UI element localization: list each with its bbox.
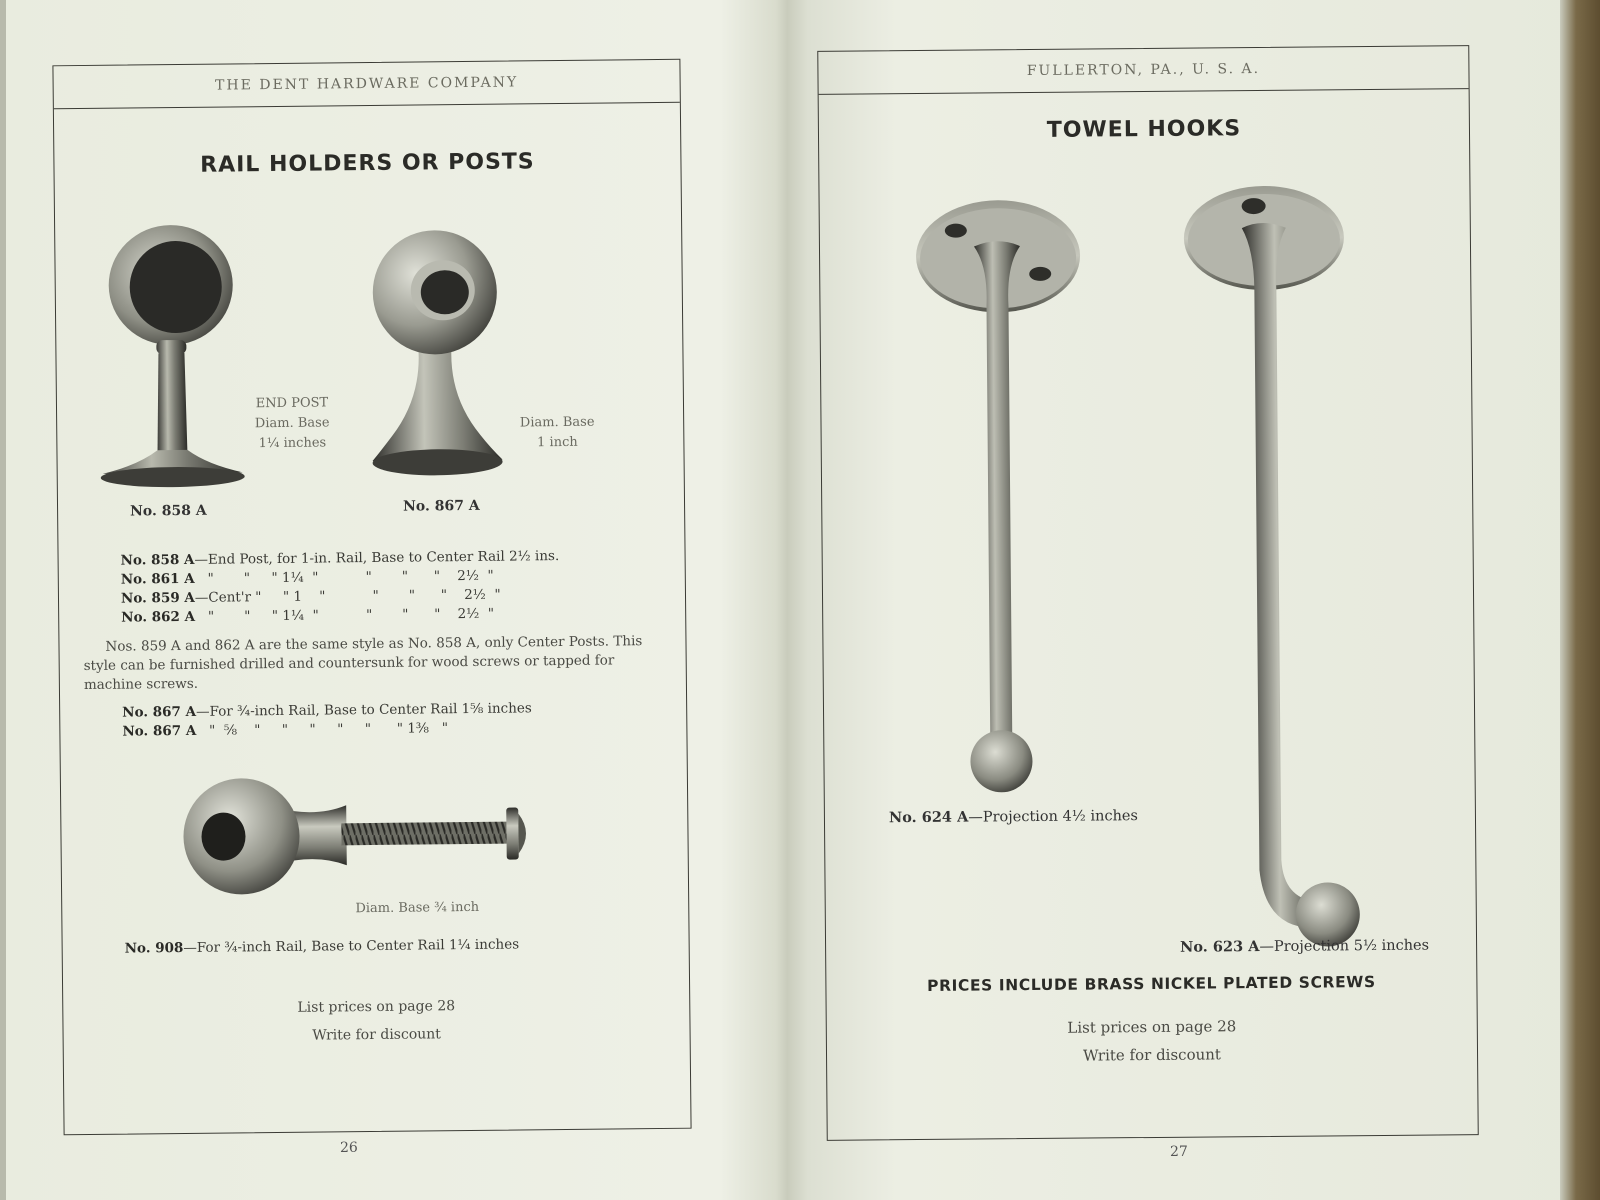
prices-note: PRICES INCLUDE BRASS NICKEL PLATED SCREWS	[927, 973, 1376, 995]
post-867-note-line-1: Diam. Base	[519, 414, 595, 431]
left-footer	[63, 990, 690, 1053]
screw-post-caption: No. 908—For ¾-inch Rail, Base to Center Rail 1¼ inches	[124, 936, 520, 957]
screw-post-illustration	[181, 773, 552, 897]
spec-row: No. 858 A—End Post, for 1-in. Rail, Base to Center Rail 2½ ins.	[120, 548, 560, 569]
left-footer-line-1: List prices on page 28	[297, 998, 456, 1016]
right-footer-line-1: List prices on page 28	[1067, 1017, 1237, 1037]
right-running-head: FULLERTON, PA., U. S. A.	[818, 52, 1468, 95]
right-footer	[827, 1010, 1477, 1072]
left-running-head: THE DENT HARDWARE COMPANY	[53, 66, 679, 110]
left-page	[0, 0, 760, 1200]
right-page-frame	[817, 45, 1478, 1141]
spec-row: No. 867 A " ⅝ " " " " " " 1⅜ "	[122, 720, 449, 740]
spec-row: No. 867 A—For ¾-inch Rail, Base to Center Rail 1⅝ inches	[122, 700, 532, 721]
hook-623-illustration	[1181, 179, 1368, 961]
cover-edge	[1560, 0, 1600, 1200]
hook-624-caption: No. 624 A—Projection 4½ inches	[888, 808, 1138, 827]
end-post-note-line-2: Diam. Base	[254, 415, 330, 432]
right-page	[780, 0, 1580, 1200]
end-post-note-line-1: END POST	[255, 395, 329, 412]
post-867-note-line-2: 1 inch	[537, 434, 578, 451]
spec-row: No. 862 A " " " 1¼ " " " " 2½ "	[121, 605, 495, 626]
left-page-title: RAIL HOLDERS OR POSTS	[200, 149, 535, 178]
hook-624-illustration	[916, 196, 1091, 797]
end-post-illustration	[95, 224, 248, 496]
right-footer-line-2: Write for discount	[1083, 1045, 1221, 1065]
end-post-note-line-3: 1¼ inches	[258, 435, 327, 452]
spec-row: No. 859 A—Cent'r " " 1 " " " " 2½ "	[120, 586, 501, 607]
style-paragraph: Nos. 859 A and 862 A are the same style as No. 858 A, only Center Posts. This style can be furnished drilled and countersunk for wood screws or tapped for machine screws.	[83, 633, 643, 694]
post-867-caption: No. 867 A	[402, 497, 480, 515]
left-page-frame	[52, 59, 691, 1136]
screw-post-note: Diam. Base ¾ inch	[355, 899, 480, 917]
post-867-illustration	[370, 230, 503, 491]
right-page-number: 27	[1170, 1144, 1188, 1160]
left-page-edge	[0, 0, 6, 1200]
spec-row: No. 861 A " " " 1¼ " " " " 2½ "	[120, 567, 494, 588]
left-page-number: 26	[340, 1140, 358, 1156]
post-867-note	[507, 413, 607, 454]
right-page-title: TOWEL HOOKS	[1046, 116, 1242, 143]
end-post-caption: No. 858 A	[130, 502, 207, 520]
left-footer-line-2: Write for discount	[312, 1026, 441, 1044]
hook-623-caption: No. 623 A—Projection 5½ inches	[1180, 937, 1430, 956]
end-post-note	[237, 393, 348, 454]
